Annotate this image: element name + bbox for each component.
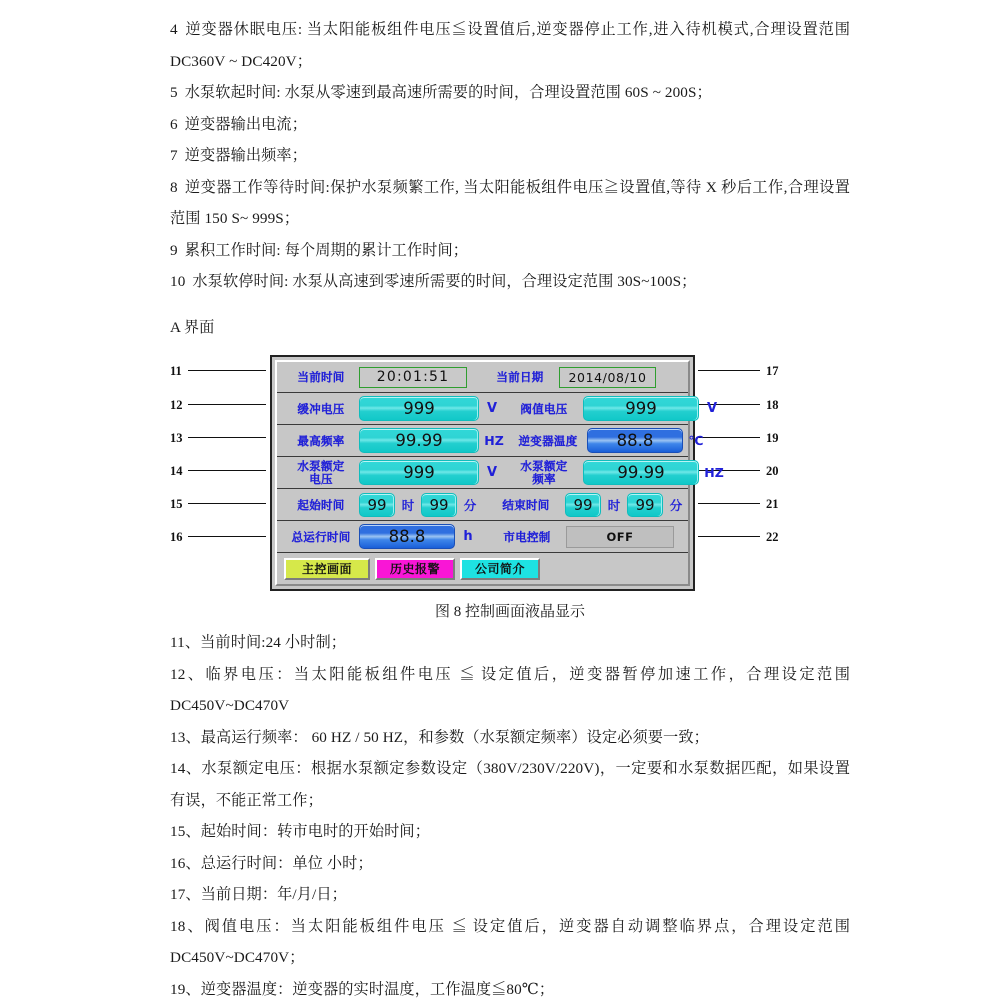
item-number: 12、 (170, 666, 205, 683)
unit-total-runtime: h (455, 529, 481, 544)
list-item (170, 235, 850, 267)
callout-16: 16 (170, 531, 183, 544)
label-mains-control: 市电控制 (488, 531, 566, 543)
figure-caption: 图 8 控制画面液晶显示 (170, 597, 850, 627)
value-end-hour[interactable]: 99 (565, 493, 601, 517)
item-text: 阀值电压：当太阳能板组件电压 ≦ 设定值后，逆变器自动调整临界点，合理设定范围 DC450V~DC470V； (170, 918, 850, 967)
lcd-row-pump-rated (277, 457, 688, 489)
value-threshold-voltage[interactable]: 999 (583, 396, 699, 421)
value-start-minute[interactable]: 99 (421, 493, 457, 517)
value-start-hour[interactable]: 99 (359, 493, 395, 517)
nav-button-company-profile[interactable]: 公司简介 (460, 558, 540, 580)
unit-start-hour: 时 (395, 496, 421, 514)
lcd-row-total-runtime (277, 521, 688, 553)
value-current-time[interactable]: 20:01:51 (359, 367, 467, 388)
list-item (170, 109, 850, 141)
unit-threshold-voltage: V (699, 401, 725, 416)
callout-20: 20 (766, 465, 779, 478)
item-text: 逆变器温度：逆变器的实时温度，工作温度≦80℃； (201, 981, 555, 998)
callout-line-17 (698, 370, 760, 371)
unit-start-minute: 分 (457, 496, 483, 514)
callout-22: 22 (766, 531, 779, 544)
list-item (170, 911, 850, 974)
callout-15: 15 (170, 498, 183, 511)
list-item (170, 172, 850, 235)
item-number: 8 (170, 179, 178, 196)
label-total-runtime: 总运行时间 (283, 531, 359, 543)
callout-11: 11 (170, 365, 182, 378)
unit-max-frequency: HZ (479, 433, 509, 448)
unit-inverter-temperature: ℃ (683, 433, 709, 448)
item-number: 19、 (170, 981, 201, 998)
unit-pump-rated-voltage: V (479, 465, 505, 480)
callout-14: 14 (170, 465, 183, 478)
list-item (170, 879, 850, 911)
list-item (170, 77, 850, 109)
item-number: 7 (170, 147, 178, 164)
label-inverter-temperature: 逆变器温度 (509, 435, 587, 447)
item-number: 6 (170, 116, 178, 133)
list-item (170, 722, 850, 754)
callout-18: 18 (766, 399, 779, 412)
lcd-row-start-end-time (277, 489, 688, 521)
item-text: 总运行时间：单位 小时； (201, 855, 373, 872)
figure-lcd-display (170, 349, 850, 595)
callout-12: 12 (170, 399, 183, 412)
list-item (170, 659, 850, 722)
callout-line-22 (698, 536, 760, 537)
value-max-frequency[interactable]: 99.99 (359, 428, 479, 453)
lcd-screen (275, 360, 690, 586)
bottom-items-block (170, 627, 850, 1005)
item-text: 临界电压：当太阳能板组件电压 ≦ 设定值后，逆变器暂停加速工作，合理设定范围 DC450V~DC470V (170, 666, 850, 715)
list-item (170, 974, 850, 1005)
lcd-row-current-time (277, 362, 688, 393)
item-text: 当前时间:24 小时制； (200, 634, 346, 651)
item-number: 10 (170, 273, 185, 290)
item-text: 水泵软停时间: 水泵从高速到零速所需要的时间，合理设定范围 30S~100S； (192, 273, 696, 290)
list-item (170, 848, 850, 880)
item-number: 16、 (170, 855, 201, 872)
item-text: 累积工作时间: 每个周期的累计工作时间； (185, 242, 468, 259)
item-number: 17、 (170, 886, 201, 903)
value-total-runtime[interactable]: 88.8 (359, 524, 455, 549)
value-current-date[interactable]: 2014/08/10 (559, 367, 656, 388)
label-line-1: 水泵额定 (297, 459, 344, 473)
list-item (170, 753, 850, 816)
label-line-2: 电压 (309, 472, 333, 486)
item-number: 15、 (170, 823, 201, 840)
callout-line-14 (188, 470, 266, 471)
item-text: 逆变器输出频率； (185, 147, 307, 164)
item-number: 11、 (170, 634, 200, 651)
unit-end-hour: 时 (601, 496, 627, 514)
label-current-date: 当前日期 (481, 371, 559, 383)
item-text: 逆变器工作等待时间:保护水泵频繁工作, 当太阳能板组件电压≧设置值,等待 X 秒后工作,合理设置范围 150 S~ 999S； (170, 179, 850, 228)
list-item (170, 140, 850, 172)
list-item (170, 627, 850, 659)
item-text: 当前日期：年/月/日； (201, 886, 347, 903)
callout-17: 17 (766, 365, 779, 378)
list-item (170, 816, 850, 848)
value-buffer-voltage[interactable]: 999 (359, 396, 479, 421)
item-text: 逆变器休眠电压: 当太阳能板组件电压≦设置值后,逆变器停止工作,进入待机模式,合理设置范围 DC360V ~ DC420V； (170, 21, 850, 70)
value-inverter-temperature[interactable]: 88.8 (587, 428, 683, 453)
item-text: 水泵软起时间: 水泵从零速到最高速所需要的时间，合理设置范围 60S ~ 200S； (185, 84, 712, 101)
item-number: 5 (170, 84, 178, 101)
section-heading: A 界面 (170, 312, 850, 344)
label-line-2: 频率 (532, 472, 556, 486)
callout-19: 19 (766, 432, 779, 445)
item-number: 18、 (170, 918, 205, 935)
top-items-block (170, 14, 850, 298)
item-text: 逆变器输出电流； (185, 116, 307, 133)
callout-line-12 (188, 404, 266, 405)
label-buffer-voltage: 缓冲电压 (283, 403, 359, 415)
value-pump-rated-frequency[interactable]: 99.99 (583, 460, 699, 485)
nav-button-main-screen[interactable]: 主控画面 (284, 558, 370, 580)
item-text: 水泵额定电压：根据水泵额定参数设定（380V/230V/220V)，一定要和水泵数据匹配，如果设置有误，不能正常工作； (170, 760, 850, 809)
value-end-minute[interactable]: 99 (627, 493, 663, 517)
item-number: 14、 (170, 760, 201, 777)
item-number: 13、 (170, 729, 201, 746)
item-text: 最高运行频率： 60 HZ / 50 HZ，和参数（水泵额定频率）设定必须要一致； (201, 729, 709, 746)
callout-line-13 (188, 437, 266, 438)
callout-line-16 (188, 536, 266, 537)
list-item (170, 14, 850, 77)
callout-21: 21 (766, 498, 779, 511)
nav-button-history-alarm[interactable]: 历史报警 (375, 558, 455, 580)
callout-line-21 (698, 503, 760, 504)
label-pump-rated-voltage (283, 460, 359, 485)
lcd-panel (270, 355, 695, 591)
item-number: 4 (170, 21, 178, 38)
list-item (170, 266, 850, 298)
item-text: 起始时间：转市电时的开始时间； (201, 823, 430, 840)
callout-line-15 (188, 503, 266, 504)
label-threshold-voltage: 阀值电压 (505, 403, 583, 415)
label-line-1: 水泵额定 (520, 459, 567, 473)
unit-pump-rated-frequency: HZ (699, 465, 729, 480)
callout-line-11 (188, 370, 266, 371)
label-max-frequency: 最高频率 (283, 435, 359, 447)
label-current-time: 当前时间 (283, 371, 359, 383)
label-pump-rated-frequency (505, 460, 583, 485)
label-end-time: 结束时间 (487, 499, 565, 511)
label-start-time: 起始时间 (283, 499, 359, 511)
lcd-nav-bar (277, 553, 688, 584)
lcd-row-buffer-voltage (277, 393, 688, 425)
value-pump-rated-voltage[interactable]: 999 (359, 460, 479, 485)
status-mains-control[interactable]: OFF (566, 526, 674, 548)
spacer (170, 298, 850, 312)
item-number: 9 (170, 242, 178, 259)
lcd-row-max-frequency (277, 425, 688, 457)
callout-13: 13 (170, 432, 183, 445)
unit-end-minute: 分 (663, 496, 689, 514)
unit-buffer-voltage: V (479, 401, 505, 416)
